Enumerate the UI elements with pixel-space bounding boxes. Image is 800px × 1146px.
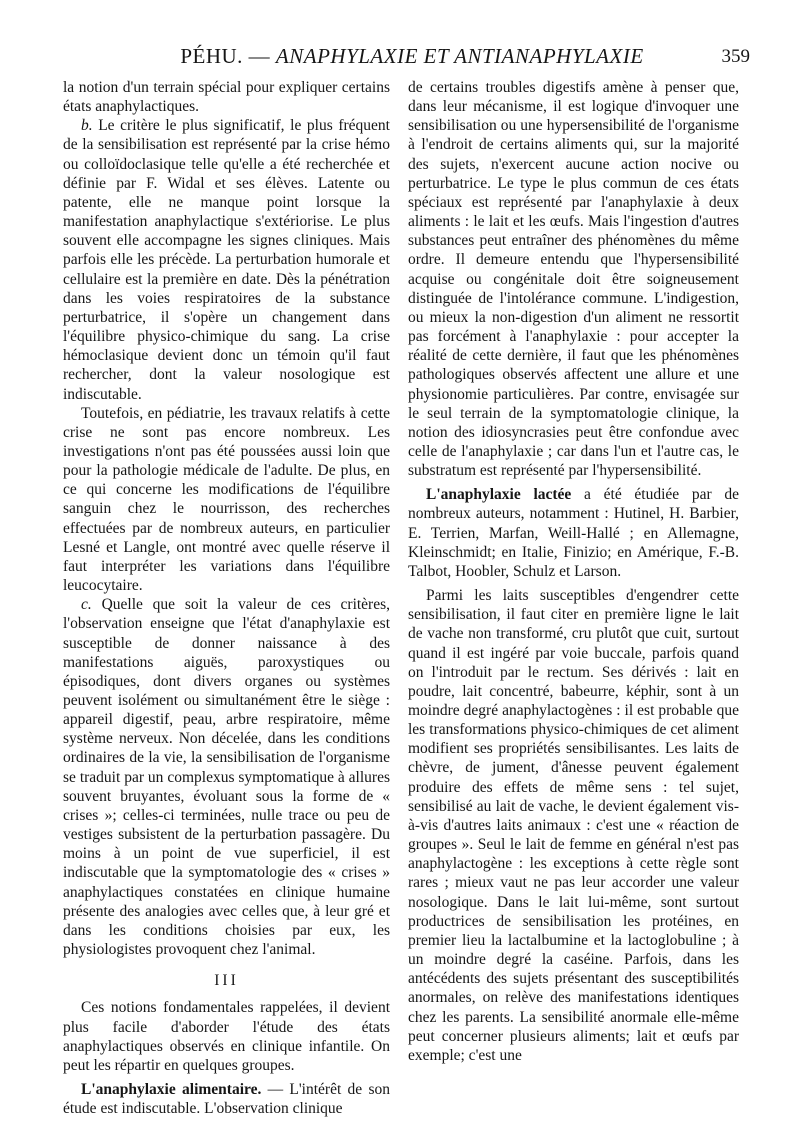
list-marker: b.: [81, 117, 93, 135]
paragraph: Ces notions fondamentales rappelées, il devient plus facile d'aborder l'étude des états anaphylactiques observés en clinique infantile. On peut les répartir en quelques groupes.: [63, 999, 390, 1074]
list-marker: c.: [81, 596, 92, 614]
paragraph: [63, 1080, 390, 1118]
paragraph-text: Quelle que soit la valeur de ces critères, l'observation enseigne que l'état d'anaphylaxie est susceptible de donner naissance à des manifestations aiguës, paroxystiques ou épisodiques, dont divers organes ou systèmes peuvent isolément ou simultanément être le siège : appareil digestif, peau, arbre respiratoire, même système nerveux. Non décelée, dans les conditions ordinaires de la vie, la sensibilisation de l'organisme se traduit par un complexus symptomatique à allures souvent bruyantes, évoluant sous la forme de « crises »; celles-ci terminées, nulle trace ou peu de vestiges subsistent de la perturbation passagère. Du moins à un point de vue superficiel, il est indiscutable que la symptomatologie des « crises » anaphylactiques constatées en clinique humaine présente des analogies avec celles que, à leur gré et dans les conditions choisies par eux, les physiologistes provoquent chez l'animal.: [63, 596, 391, 959]
run-in-heading: L'anaphylaxie lactée: [426, 486, 572, 504]
running-head-separator: —: [242, 44, 276, 68]
running-head-author: PÉHU.: [180, 44, 243, 68]
paragraph: Toutefois, en pédiatrie, les travaux relatifs à cette crise ne sont pas encore nombreux. Les investigations n'ont pas été poussées aussi loin que pour la pathologie médicale de l'adulte. De plus, en ce qui concerne les modifications de l'équilibre sanguin chez le nourrisson, des recherches effectuées par de nombreux auteurs, en particulier Lesné et Langle, ont montré avec quelle réserve il faut interpréter les variations dans l'équilibre leucocytaire.: [63, 404, 390, 595]
paragraph: [408, 485, 739, 581]
paragraph: la notion d'un terrain spécial pour expliquer certains états anaphylactiques.: [63, 79, 390, 116]
paragraph: Parmi les laits susceptibles d'engendrer cette sensibilisation, il faut citer en première ligne le lait de vache non transformé, cru plutôt que cuit, surtout quand il est ingéré par voie buccale, parfois quand on l'introduit par le rectum. Ses dérivés : lait en poudre, lait concentré, babeurre, képhir, sont à un moindre degré anaphylactogènes : il est probable que les transformations physico-chimiques de cet aliment modifient ses propriétés sensibilisantes. Les laits de chèvre, de jument, d'ânesse peuvent également produire des effets de même sens : tel sujet, sensibilisé au lait de vache, le devient également vis-à-vis d'autres laits animaux : c'est une « réaction de groupes ». Seul le lait de femme en général n'est pas anaphylactogène : les exceptions à cette règle sont rares ; mieux vaut ne pas leur accorder une valeur nosologique. Dans le lait lui-même, sont surtout productrices de sensibilisation les protéines, en premier lieu la lactalbumine et la lactoglobuline ; à un moindre degré la caséine. Parfois, dans les antécédents des sujets présentant des susceptibilités anormales, on relève des manifestations identiques chez les parents. La sensibilité anormale elle-même peut concerner plusieurs aliments; lait et œufs par exemple; c'est une: [408, 587, 739, 1064]
paragraph-text: Le critère le plus significatif, le plus fréquent de la sensibilisation est représenté par la crise hémo ou colloïdoclasique telle qu'elle a été recherchée et définie par F. Widal et ses élèves. Latente ou patente, elle ne manque point lorsque la manifestation anaphylactique s'extériorise. Le plus souvent elle accompagne les signes cliniques. Mais parfois elle les précède. La perturbation humorale et cellulaire est la première en date. Dès la pénétration dans les voies respiratoires de la substance perturbatrice, il s'opère un changement dans l'équilibre physico-chimique du sang. La crise hémoclasique devient donc un témoin qu'il faut rechercher, dont la valeur nosologique est indiscutable.: [63, 117, 390, 403]
paragraph: [63, 595, 390, 959]
paragraph: [63, 116, 390, 403]
page-header: [60, 44, 750, 74]
run-in-heading: L'anaphylaxie alimentaire.: [81, 1080, 262, 1098]
left-column: [63, 78, 390, 1118]
section-number: III: [214, 972, 239, 990]
page-number: 359: [721, 46, 750, 67]
running-head: [142, 44, 682, 69]
right-column: [408, 78, 739, 1065]
paragraph: de certains troubles digestifs amène à penser que, dans leur mécanisme, il est logique d'invoquer une sensibilisation ou une hypersensibilité de l'organisme à l'endroit de certains aliments qui, sur la majorité des sujets, n'exercent aucune action nocive ou perturbatrice. Le type le plus commun de ces états spéciaux est représenté par l'anaphylaxie à deux aliments : le lait et les œufs. Mais l'ingestion d'autres substances peut entraîner des phénomènes du même ordre. Il demeure entendu que l'hypersensibilité acquise ou congénitale doit être soigneusement distinguée de l'intolérance commune. L'indigestion, ou mieux la non-digestion d'un aliment ne ressortit pas forcément à l'anaphylaxie : pour accepter la réalité de cette dernière, il faut que les phénomènes pathologiques observés affectent une allure et une physionomie particulières. Par contre, envisagée sur le seul terrain de la symptomatologie clinique, la notion des idiosyncrasies peut être confondue avec celle de l'anaphylaxie ; car dans l'un et l'autre cas, le substratum est représenté par l'hypersensibilité.: [408, 79, 739, 480]
paragraph-text: — L'intérêt de son étude est indiscutable. L'observation clinique: [63, 1080, 390, 1118]
paragraph-text: a été étudiée par de nombreux auteurs, notamment : Hutinel, H. Barbier, E. Terrien, Marfan, Weill-Hallé ; en Allemagne, Kleinschmidt; en Italie, Finizio; en Amérique, F.-B. Talbot, Hoobler, Schulz et Larson.: [408, 486, 740, 580]
running-head-title: ANAPHYLAXIE ET ANTIANAPHYLAXIE: [275, 44, 644, 68]
